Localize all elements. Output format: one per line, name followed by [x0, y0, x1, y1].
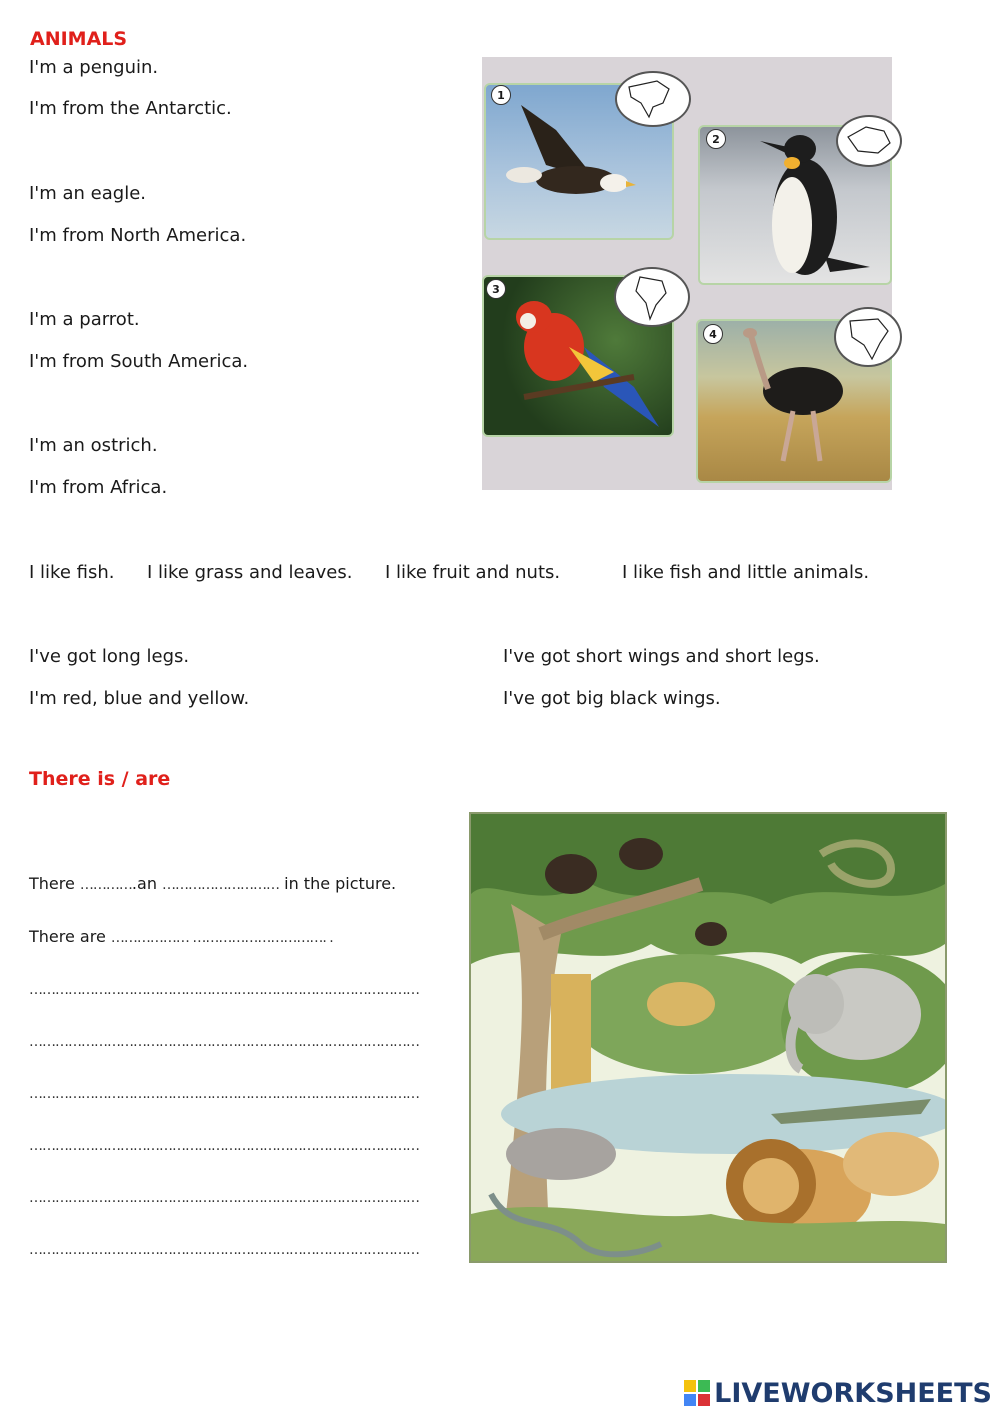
penguin-line: I'm a penguin. [29, 57, 159, 78]
north-america-map-icon [615, 71, 691, 127]
sentence1-start: There [29, 874, 80, 893]
like-fish: I like fish. [29, 562, 115, 583]
feature-big-black-wings: I've got big black wings. [503, 688, 721, 709]
photo-number-1: 1 [491, 85, 511, 105]
animals-heading: ANIMALS [30, 28, 128, 50]
there-is-are-heading: There is / are [29, 768, 171, 790]
jungle-animals-illustration [469, 812, 947, 1263]
antarctica-map-icon [836, 115, 902, 167]
feature-long-legs: I've got long legs. [29, 646, 190, 667]
sentence1-end: in the picture. [279, 874, 397, 893]
liveworksheets-logo [684, 1373, 992, 1413]
eagle-origin-line: I'm from North America. [29, 225, 247, 246]
penguin-origin-line: I'm from the Antarctic. [29, 98, 232, 119]
sentence1-blank-2[interactable]: ……………………… [162, 877, 280, 893]
sentence-there-is-an [29, 874, 396, 893]
sentence1-blank-1[interactable]: ………… [79, 877, 132, 893]
africa-map-icon [834, 307, 902, 367]
like-grass-leaves: I like grass and leaves. [147, 562, 353, 583]
like-fish-little-animals: I like fish and little animals. [622, 562, 870, 583]
sentence-there-are [29, 927, 333, 946]
answer-line-2[interactable]: ……………………………………………………………………………… [29, 1034, 419, 1050]
south-america-map-icon [614, 267, 690, 327]
answer-line-6[interactable]: ……………………………………………………………………………… [29, 1242, 419, 1258]
answer-line-4[interactable]: ……………………………………………………………………………… [29, 1138, 419, 1154]
sentence2-blank[interactable]: ……………… …………………………. . [110, 930, 333, 946]
feature-red-blue-yellow: I'm red, blue and yellow. [29, 688, 250, 709]
ostrich-origin-line: I'm from Africa. [29, 477, 168, 498]
answer-line-5[interactable]: ……………………………………………………………………………… [29, 1190, 419, 1206]
parrot-origin-line: I'm from South America. [29, 351, 249, 372]
photo-number-4: 4 [703, 324, 723, 344]
photo-number-2: 2 [706, 129, 726, 149]
sentence1-an: .an [131, 874, 163, 893]
photo-number-3: 3 [486, 279, 506, 299]
animal-photo-collage [482, 57, 892, 490]
ostrich-line: I'm an ostrich. [29, 435, 158, 456]
eagle-line: I'm an eagle. [29, 183, 146, 204]
liveworksheets-logo-icon [684, 1380, 710, 1406]
feature-short-wings-legs: I've got short wings and short legs. [503, 646, 820, 667]
sentence2-start: There are [29, 927, 111, 946]
answer-line-3[interactable]: ……………………………………………………………………………… [29, 1086, 419, 1102]
liveworksheets-logo-text: LIVEWORKSHEETS [714, 1377, 992, 1409]
parrot-line: I'm a parrot. [29, 309, 140, 330]
answer-line-1[interactable]: ……………………………………………………………………………… [29, 982, 419, 998]
like-fruit-nuts: I like fruit and nuts. [385, 562, 561, 583]
